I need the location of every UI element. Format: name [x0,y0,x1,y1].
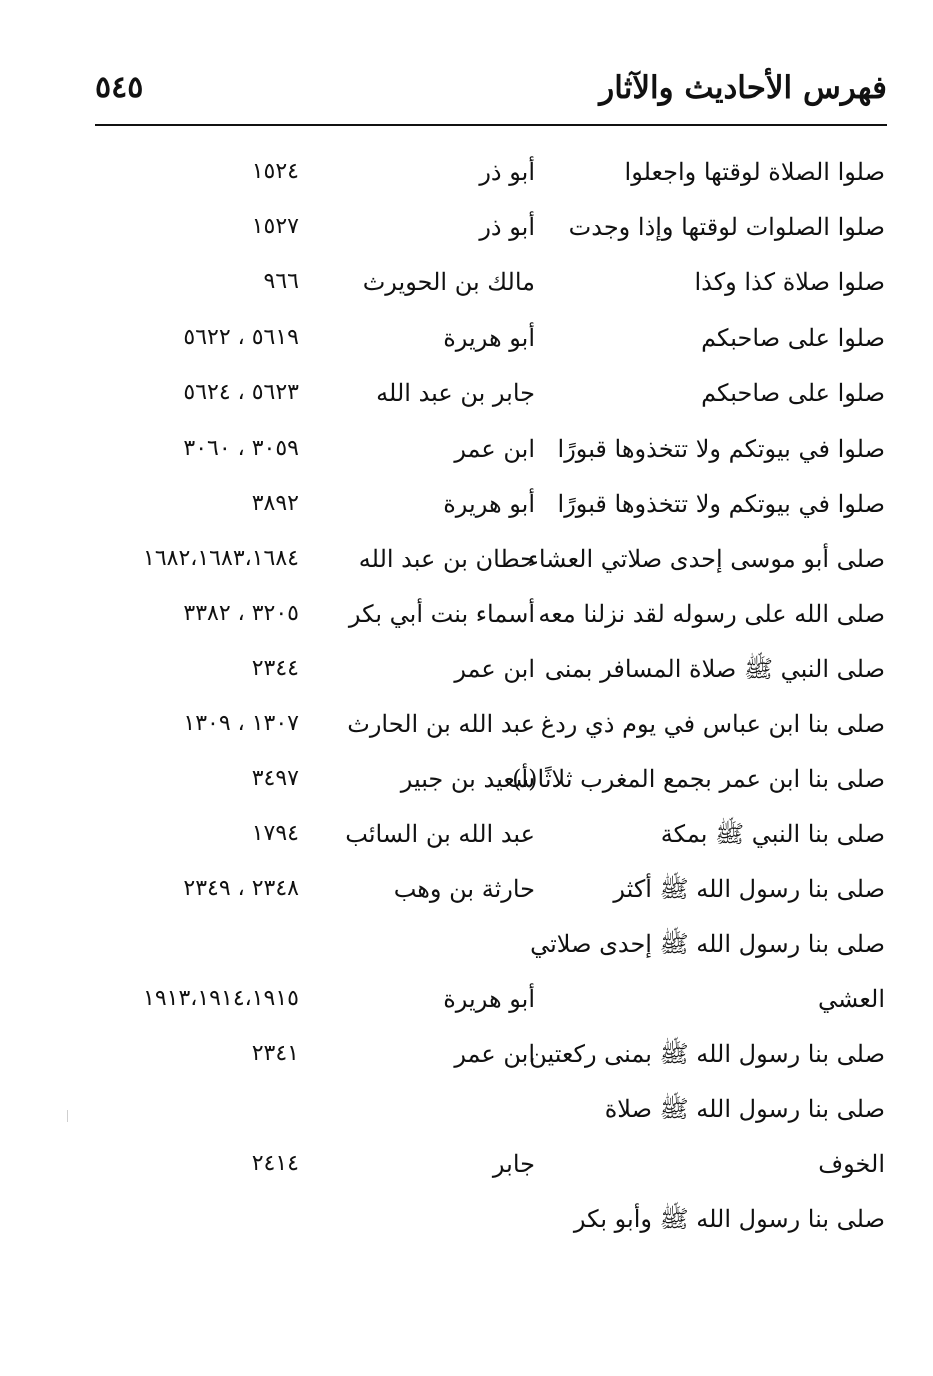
index-entry [0,207,933,247]
hadith-text: صلى أبو موسى إحدى صلاتي العشاء [527,545,885,573]
index-entry [0,869,933,909]
hadith-numbers: ١٧٩٤ [251,821,299,846]
index-entry [0,1034,933,1074]
index-entry [0,1144,933,1184]
hadith-text: صلوا صلاة كذا وكذا [694,268,885,296]
page-number: ٥٤٥ [95,70,144,105]
hadith-text: صلى النبي ﷺ صلاة المسافر بمنى [544,655,885,683]
hadith-text: صلوا على صاحبكم [701,324,885,352]
hadith-numbers: ٣٠٥٩ ، ٣٠٦٠ [183,436,299,461]
hadith-text: صلى بنا ابن عمر بجمع المغرب ثلاثًا(أ) [512,765,885,793]
hadith-numbers: ١٦٨٢،١٦٨٣،١٦٨٤ [143,546,299,571]
index-entry [0,262,933,302]
narrator: ابن عمر [454,435,535,463]
narrator: أبو هريرة [443,324,535,352]
index-entry [0,814,933,854]
hadith-text: الخوف [818,1150,885,1178]
narrator: عبد الله بن السائب [345,820,535,848]
hadith-text: صلوا الصلوات لوقتها وإذا وجدت [568,213,885,241]
narrator: جابر [492,1150,535,1178]
index-entry [0,1199,933,1239]
index-entry [0,979,933,1019]
hadith-numbers: ٣٢٠٥ ، ٣٣٨٢ [183,601,299,626]
index-entry [0,484,933,524]
hadith-text: صلى بنا رسول الله ﷺ وأبو بكر [573,1205,885,1233]
hadith-text: صلى الله على رسوله لقد نزلنا معه [538,600,885,628]
hadith-text: صلى بنا النبي ﷺ بمكة [660,820,885,848]
hadith-numbers: ٢٤١٤ [251,1151,299,1176]
margin-mark [67,1110,68,1122]
hadith-numbers: ١٣٠٧ ، ١٣٠٩ [183,711,299,736]
index-entry [0,429,933,469]
index-entry [0,318,933,358]
hadith-text: صلى بنا رسول الله ﷺ أكثر [613,875,885,903]
hadith-text: صلى بنا رسول الله ﷺ إحدى صلاتي [530,930,885,958]
narrator: أسماء بنت أبي بكر [348,600,535,628]
narrator: حارثة بن وهب [393,875,535,903]
hadith-numbers: ٩٦٦ [263,269,299,294]
narrator: ابن عمر [454,1040,535,1068]
narrator: عبد الله بن الحارث [347,710,535,738]
hadith-text: العشي [818,985,885,1013]
hadith-text: صلى بنا رسول الله ﷺ صلاة [604,1095,885,1123]
hadith-numbers: ٣٤٩٧ [251,766,299,791]
hadith-text: صلوا في بيوتكم ولا تتخذوها قبورًا [557,490,885,518]
index-entry [0,373,933,413]
narrator: أبو هريرة [443,985,535,1013]
index-entry [0,539,933,579]
index-entry [0,1089,933,1129]
hadith-numbers: ٥٦٢٣ ، ٥٦٢٤ [183,380,299,405]
narrator: سعيد بن جبير [400,765,535,793]
narrator: ابن عمر [454,655,535,683]
hadith-numbers: ٥٦١٩ ، ٥٦٢٢ [183,325,299,350]
hadith-numbers: ١٥٢٧ [251,214,299,239]
index-entry [0,759,933,799]
index-entry [0,704,933,744]
page-title: فهرس الأحاديث والآثار [599,70,887,106]
index-entry [0,649,933,689]
narrator: جابر بن عبد الله [376,379,535,407]
hadith-text: صلوا الصلاة لوقتها واجعلوا [624,158,885,186]
narrator: أبو ذر [479,158,535,186]
narrator: حطان بن عبد الله [358,545,535,573]
narrator: أبو هريرة [443,490,535,518]
hadith-numbers: ٢٣٤٤ [251,656,299,681]
hadith-numbers: ٣٨٩٢ [251,491,299,516]
hadith-text: صلوا على صاحبكم [701,379,885,407]
index-entry [0,152,933,192]
hadith-text: صلى بنا رسول الله ﷺ بمنى ركعتين [529,1040,885,1068]
narrator: أبو ذر [479,213,535,241]
index-entry [0,594,933,634]
hadith-numbers: ٢٣٤٨ ، ٢٣٤٩ [183,876,299,901]
narrator: مالك بن الحويرث [362,268,535,296]
index-entry [0,924,933,964]
hadith-numbers: ١٥٢٤ [251,159,299,184]
hadith-numbers: ٢٣٤١ [251,1041,299,1066]
hadith-numbers: ١٩١٣،١٩١٤،١٩١٥ [143,986,299,1011]
hadith-text: صلوا في بيوتكم ولا تتخذوها قبورًا [557,435,885,463]
hadith-text: صلى بنا ابن عباس في يوم ذي ردغ [540,710,885,738]
